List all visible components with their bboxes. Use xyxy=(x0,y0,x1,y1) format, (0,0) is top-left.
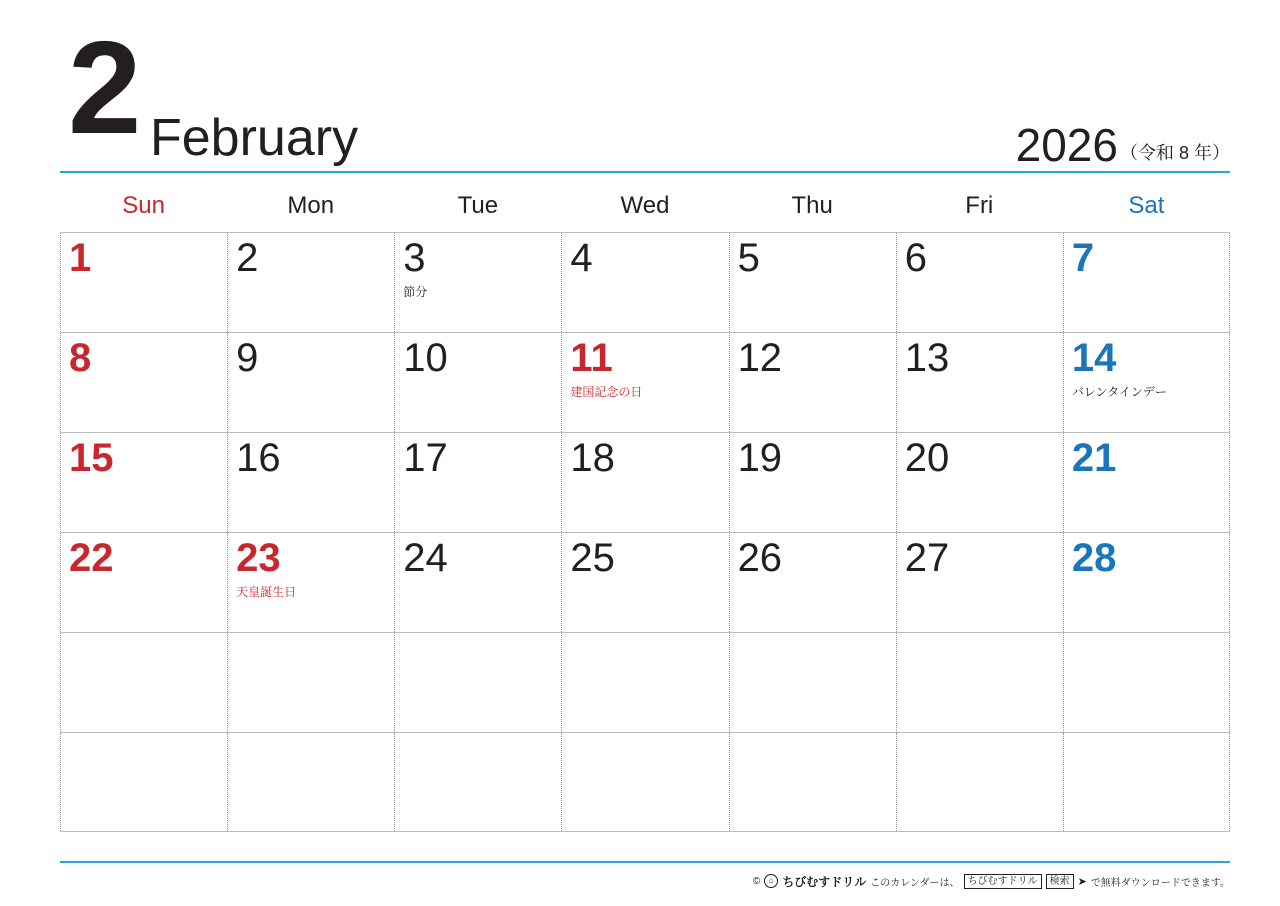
day-number: 8 xyxy=(69,336,92,380)
weekday-header-row xyxy=(60,180,1230,232)
day-number: 3 xyxy=(403,236,426,280)
day-cell[interactable] xyxy=(1063,233,1230,332)
calendar-week-row xyxy=(60,532,1230,632)
day-number: 12 xyxy=(737,336,783,380)
day-cell[interactable] xyxy=(561,333,728,432)
search-button-box[interactable]: 検索 xyxy=(1046,874,1074,889)
day-cell[interactable] xyxy=(561,433,728,532)
day-cell[interactable] xyxy=(394,333,561,432)
day-number: 15 xyxy=(69,436,114,480)
search-term-box: ちびむすドリル xyxy=(964,874,1042,889)
weekday-fri: Fri xyxy=(965,192,994,219)
day-number: 2 xyxy=(236,236,259,280)
calendar-week-row xyxy=(60,732,1230,832)
weekday-sun: Sun xyxy=(122,192,165,219)
day-number: 7 xyxy=(1071,236,1095,280)
day-number: 6 xyxy=(904,236,927,280)
day-number: 25 xyxy=(570,536,615,580)
day-number: 17 xyxy=(403,436,448,480)
day-cell[interactable] xyxy=(227,333,394,432)
day-number: 5 xyxy=(737,236,760,280)
day-number: 16 xyxy=(236,436,281,480)
day-cell[interactable] xyxy=(1063,433,1230,532)
day-note: 節分 xyxy=(403,285,428,299)
day-number: 26 xyxy=(737,536,783,580)
day-cell[interactable] xyxy=(729,333,896,432)
day-cell[interactable] xyxy=(1063,333,1230,432)
day-cell[interactable] xyxy=(896,233,1063,332)
day-number: 4 xyxy=(570,236,593,280)
day-number: 28 xyxy=(1071,536,1117,580)
day-cell[interactable] xyxy=(896,733,1063,831)
weekday-mon: Mon xyxy=(287,192,335,219)
day-cell[interactable] xyxy=(227,433,394,532)
day-cell[interactable] xyxy=(1063,533,1230,632)
weekday-thu: Thu xyxy=(791,192,833,219)
day-cell[interactable] xyxy=(60,333,227,432)
day-number: 23 xyxy=(236,536,281,580)
day-cell[interactable] xyxy=(561,233,728,332)
day-cell[interactable] xyxy=(896,333,1063,432)
day-number: 9 xyxy=(236,336,259,380)
weekday-tue: Tue xyxy=(457,192,499,219)
day-note: バレンタインデー xyxy=(1071,385,1167,399)
day-cell[interactable] xyxy=(227,733,394,831)
day-cell[interactable] xyxy=(60,733,227,831)
day-number: 18 xyxy=(570,436,615,480)
calendar-header xyxy=(60,14,1230,171)
day-cell[interactable] xyxy=(896,533,1063,632)
day-number: 14 xyxy=(1071,336,1117,380)
footer-divider xyxy=(60,861,1230,863)
day-number: 13 xyxy=(904,336,950,380)
day-cell[interactable] xyxy=(394,233,561,332)
day-cell[interactable] xyxy=(60,533,227,632)
month-number: 2 xyxy=(68,14,140,161)
day-number: 27 xyxy=(904,536,950,580)
day-cell[interactable] xyxy=(729,433,896,532)
day-number: 10 xyxy=(403,336,448,380)
year-value: 2026 xyxy=(1015,119,1118,171)
day-cell[interactable] xyxy=(561,533,728,632)
brand-name: ちびむすドリル xyxy=(782,874,867,889)
day-note: 建国記念の日 xyxy=(570,385,643,399)
day-cell[interactable] xyxy=(60,633,227,732)
house-icon: ⌂ xyxy=(764,874,778,888)
day-cell[interactable] xyxy=(60,433,227,532)
day-cell[interactable] xyxy=(394,733,561,831)
day-number: 20 xyxy=(904,436,950,480)
day-number: 21 xyxy=(1071,436,1117,480)
day-cell[interactable] xyxy=(896,433,1063,532)
day-cell[interactable] xyxy=(896,633,1063,732)
day-cell[interactable] xyxy=(60,233,227,332)
day-number: 19 xyxy=(737,436,783,480)
footer-credit xyxy=(60,870,1230,892)
text-before-search: このカレンダーは、 xyxy=(870,877,960,889)
cursor-icon: ➤ xyxy=(1077,875,1087,888)
day-cell[interactable] xyxy=(729,533,896,632)
calendar-week-row xyxy=(60,432,1230,532)
calendar-week-row xyxy=(60,332,1230,432)
day-number: 11 xyxy=(570,336,613,380)
day-cell[interactable] xyxy=(394,633,561,732)
day-cell[interactable] xyxy=(394,533,561,632)
day-number: 24 xyxy=(403,536,448,580)
day-number: 22 xyxy=(69,536,114,580)
day-cell[interactable] xyxy=(729,633,896,732)
day-cell[interactable] xyxy=(729,233,896,332)
day-cell[interactable] xyxy=(561,633,728,732)
year-block xyxy=(1015,119,1230,171)
day-cell[interactable] xyxy=(227,533,394,632)
day-number: 1 xyxy=(69,236,92,280)
calendar-week-row xyxy=(60,632,1230,732)
text-after-search: で無料ダウンロードできます。 xyxy=(1090,877,1230,889)
month-name: February xyxy=(150,109,359,167)
day-cell[interactable] xyxy=(394,433,561,532)
header-divider xyxy=(60,171,1230,173)
day-cell[interactable] xyxy=(1063,733,1230,831)
day-cell[interactable] xyxy=(729,733,896,831)
day-cell[interactable] xyxy=(1063,633,1230,732)
weekday-sat: Sat xyxy=(1128,192,1165,219)
day-cell[interactable] xyxy=(227,633,394,732)
weekday-wed: Wed xyxy=(620,192,670,219)
day-note: 天皇誕生日 xyxy=(236,585,297,599)
calendar-week-row xyxy=(60,232,1230,332)
day-cell[interactable] xyxy=(227,233,394,332)
japanese-era-value: （令和 8 年） xyxy=(1119,143,1230,163)
calendar-grid xyxy=(60,232,1230,862)
copyright-symbol: © xyxy=(752,875,761,887)
day-cell[interactable] xyxy=(561,733,728,831)
